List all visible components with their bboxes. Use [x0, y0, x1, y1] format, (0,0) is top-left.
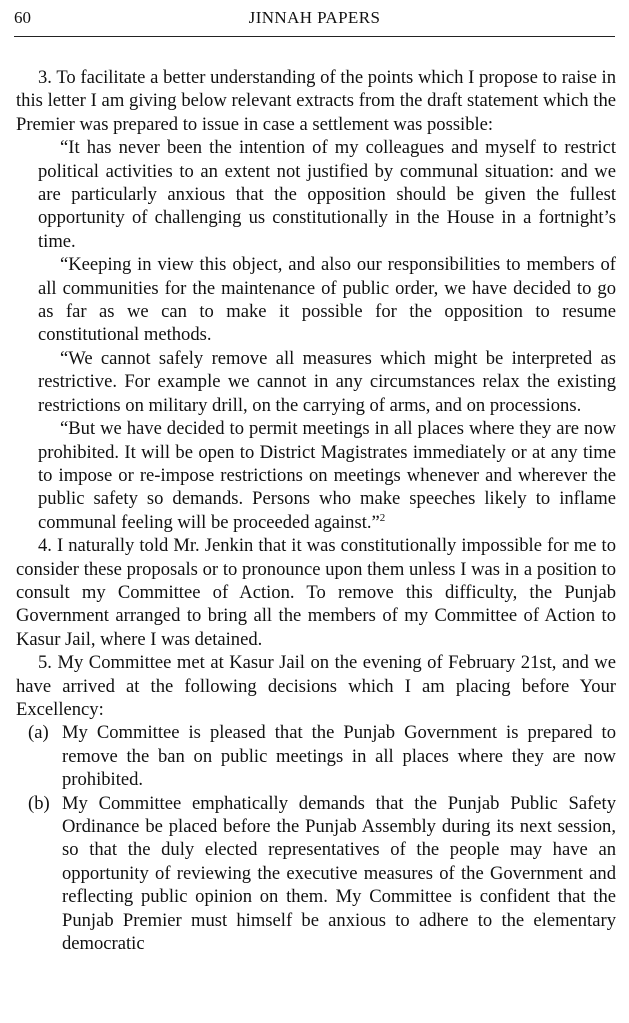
list-item-text: My Committee is pleased that the Punjab Government is prepared to remove the ban on public meetings in all places where they are now prohibited.	[62, 722, 616, 791]
quote-paragraph-4	[16, 417, 616, 534]
list-item-a	[16, 721, 616, 791]
list-item-b	[16, 792, 616, 956]
header-rule	[14, 36, 615, 37]
list-marker: (b)	[28, 792, 50, 814]
page-number: 60	[14, 8, 31, 27]
quote-paragraph-2: “Keeping in view this object, and also our responsibilities to members of all communities for the maintenance of public order, we have decided to go as far as we can to make it possible for the opposition to resume constitutional methods.	[38, 254, 616, 346]
paragraph-4: 4. I naturally told Mr. Jenkin that it was constitutionally impossible for me to consider these proposals or to pronounce upon them unless I was in a position to consult my Committee of Action. To remove this difficulty, the Punjab Government arranged to bring all the members of my Committee of Action to Kasur Jail, where I was detained.	[16, 535, 616, 650]
list-item-text: My Committee emphatically demands that the Punjab Public Safety Ordinance be placed before the Punjab Assembly during its next session, so that the duly elected representatives of the people may have an opportunity of reviewing the executive measures of the Government and reflecting public opinion on them. My Committee is confident that the Punjab Premier must himself be anxious to adhere to the elementary democratic	[62, 792, 616, 955]
quote-paragraph-4-text: “But we have decided to permit meetings in all places where they are now prohibited. It will be open to District Magistrates immediately or at any time to impose or re-impose restrictions on meetings whenever and wherever the public safety so demands. Persons who make speeches likely to inflame communal feeling will be proceeded against.”	[38, 418, 616, 533]
paragraph-5: 5. My Committee met at Kasur Jail on the evening of February 21st, and we have arrived at the following decisions which I am placing before Your Excellency:	[16, 652, 616, 720]
document-body	[16, 66, 616, 955]
list-marker: (a)	[28, 722, 49, 744]
footnote-marker: 2	[379, 511, 386, 524]
running-head: JINNAH PAPERS	[248, 8, 381, 27]
quote-paragraph-1: “It has never been the intention of my colleagues and myself to restrict political activities to an extent not justified by communal situation: and we are particularly anxious that the opposition should be given the fullest opportunity of challenging us constitutionally in the House in a fortnight’s time.	[38, 137, 616, 252]
quote-paragraph-3: “We cannot safely remove all measures which might be interpreted as restrictive. For example we cannot in any circumstances relax the existing restrictions on military drill, on the carrying of arms, and on processions.	[38, 347, 616, 416]
paragraph-3: 3. To facilitate a better understanding of the points which I propose to raise in this letter I am giving below relevant extracts from the draft statement which the Premier was prepared to issue in case a settlement was possible:	[16, 67, 616, 135]
page-header	[14, 8, 615, 32]
